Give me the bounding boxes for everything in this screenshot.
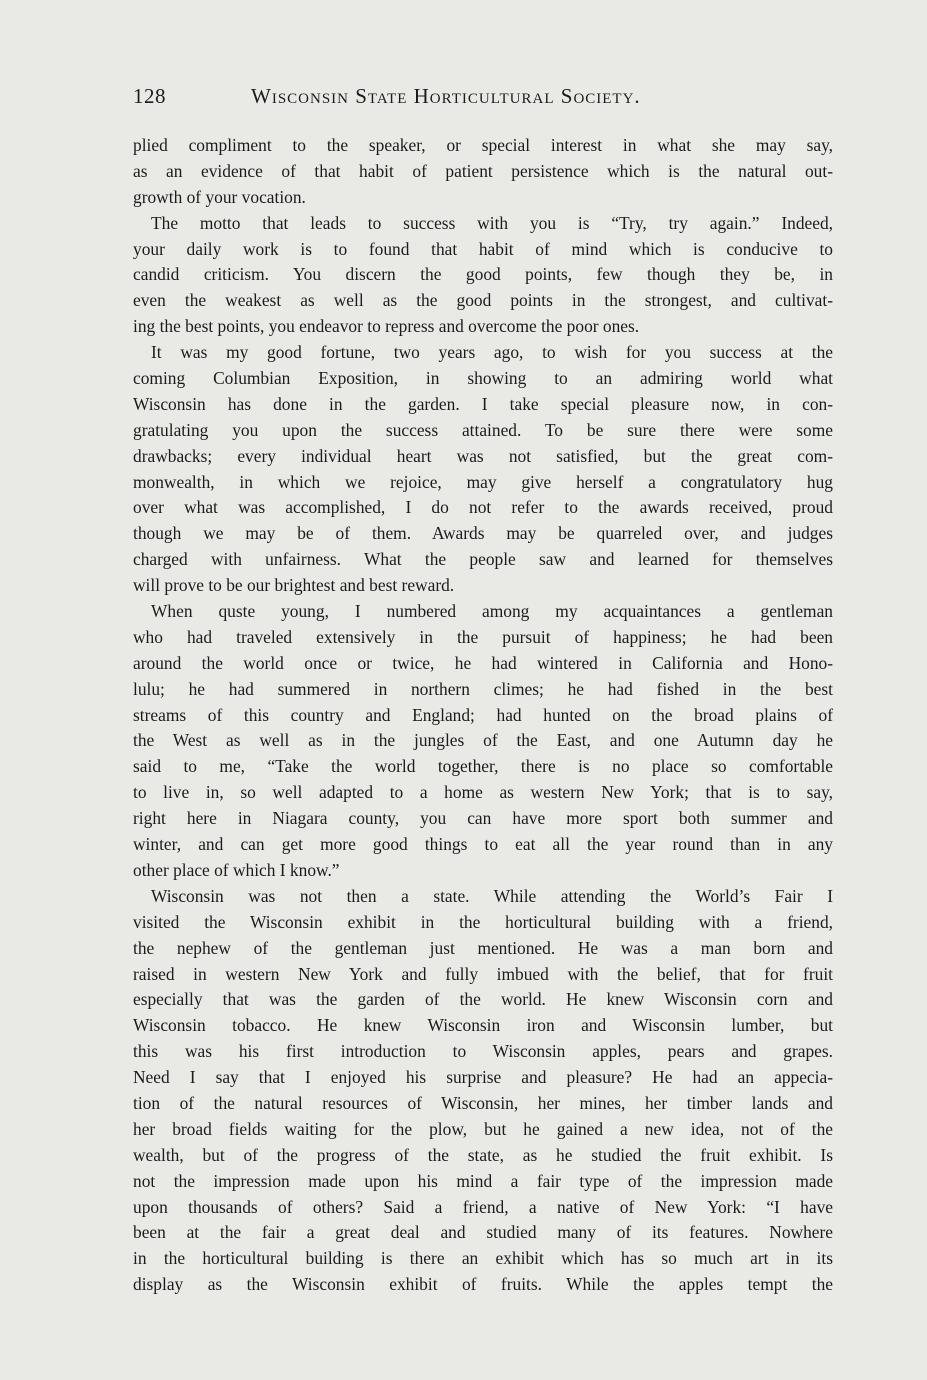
text-line: even the weakest as well as the good points in the strongest, and cultivat- [133,290,833,311]
text-line: not the impression made upon his mind a fair type of the impression made [133,1170,833,1191]
text-line: this was his first introduction to Wisconsin apples, pears and grapes. [133,1041,833,1062]
text-line: over what was accomplished, I do not refer to the awards received, proud [133,497,833,518]
running-title: Wisconsin State Horticultural Society. [251,84,641,108]
text-line: visited the Wisconsin exhibit in the horticultural building with a friend, [133,911,833,932]
text-line: raised in western New York and fully imbued with the belief, that for fruit [133,963,833,984]
text-line: other place of which I know.” [133,859,340,880]
text-line: growth of your vocation. [133,186,306,207]
text-line: Wisconsin tobacco. He knew Wisconsin iron and Wisconsin lumber, but [133,1015,833,1036]
text-line: the nephew of the gentleman just mentioned. He was a man born and [133,937,833,958]
page-number: 128 [133,84,166,108]
text-line: as an evidence of that habit of patient persistence which is the natural out- [133,160,833,181]
text-line: around the world once or twice, he had wintered in California and Hono- [133,652,833,673]
text-line: right here in Niagara county, you can have more sport both summer and [133,808,833,829]
text-line: winter, and can get more good things to eat all the year round than in any [133,834,833,855]
text-line: ing the best points, you endeavor to repress and overcome the poor ones. [133,316,640,337]
text-line: Need I say that I enjoyed his surprise and pleasure? He had an appecia- [133,1067,833,1088]
text-line: been at the fair a great deal and studied many of its features. Nowhere [133,1222,833,1243]
text-line: your daily work is to found that habit of mind which is conducive to [133,238,833,259]
paragraph [133,211,833,340]
text-line: upon thousands of others? Said a friend, a native of New York: “I have [133,1196,833,1217]
text-line: wealth, but of the progress of the state, as he studied the fruit exhibit. Is [133,1144,833,1165]
text-line: her broad fields waiting for the plow, but he gained a new idea, not of the [133,1118,833,1139]
text-line: monwealth, in which we rejoice, may give herself a congratulatory hug [133,471,833,492]
text-line: display as the Wisconsin exhibit of fruits. While the apples tempt the [133,1274,833,1295]
text-line: in the horticultural building is there an exhibit which has so much art in its [133,1248,833,1269]
paragraph [133,340,833,599]
text-line: streams of this country and England; had hunted on the broad plains of [133,704,833,725]
text-line: tion of the natural resources of Wisconsin, her mines, her timber lands and [133,1092,833,1113]
text-line: Wisconsin has done in the garden. I take special pleasure now, in con- [133,393,833,414]
page-header [133,84,833,114]
paragraph [133,133,833,211]
paragraph [133,884,833,1298]
paragraph [133,599,833,884]
text-line: It was my good fortune, two years ago, to wish for you success at the [151,342,833,363]
text-line: The motto that leads to success with you is “Try, try again.” Indeed, [151,212,833,233]
text-line: charged with unfairness. What the people saw and learned for themselves [133,549,833,570]
text-line: Wisconsin was not then a state. While attending the World’s Fair I [151,885,833,906]
text-line: plied compliment to the speaker, or special interest in what she may say, [133,135,833,155]
text-line: said to me, “Take the world together, there is no place so comfortable [133,756,833,777]
text-line: who had traveled extensively in the pursuit of happiness; he had been [133,626,833,647]
text-line: gratulating you upon the success attained. To be sure there were some [133,419,833,440]
text-line: drawbacks; every individual heart was not satisfied, but the great com- [133,445,833,466]
text-line: lulu; he had summered in northern climes; he had fished in the best [133,678,833,699]
text-line: When quste young, I numbered among my acquaintances a gentleman [151,601,833,622]
text-line: coming Columbian Exposition, in showing to an admiring world what [133,368,833,389]
text-line: to live in, so well adapted to a home as western New York; that is to say, [133,782,833,803]
text-line: the West as well as in the jungles of the East, and one Autumn day he [133,730,833,751]
text-line: will prove to be our brightest and best reward. [133,575,455,596]
text-line: candid criticism. You discern the good points, few though they be, in [133,264,833,285]
text-line: though we may be of them. Awards may be quarreled over, and judges [133,523,833,544]
body-text [133,133,833,1298]
text-line: especially that was the garden of the world. He knew Wisconsin corn and [133,989,833,1010]
